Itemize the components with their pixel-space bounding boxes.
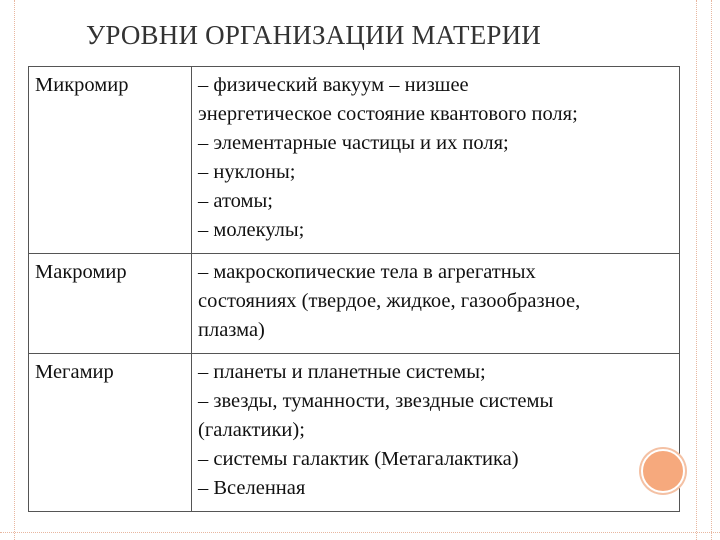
page-title: УРОВНИ ОРГАНИЗАЦИИ МАТЕРИИ [86,20,541,50]
description-line: – звезды, туманности, звездные системы [198,390,554,412]
level-name: Макромир [35,261,127,283]
description-line: – элементарные частицы и их поля; [198,132,509,154]
level-description-cell [192,254,680,354]
description-line: состояниях (твердое, жидкое, газообразное, [198,290,581,312]
description-line: – Вселенная [198,477,306,499]
level-description-cell [192,67,680,254]
description-line: – макроскопические тела в агрегатных [198,261,536,283]
level-name: Мегамир [35,361,114,383]
description-line: – нуклоны; [198,161,296,183]
decorative-frame-left [0,0,15,540]
description-line: энергетическое состояние квантового поля; [198,103,578,125]
description-line: – планеты и планетные системы; [198,361,486,383]
description-line: – молекулы; [198,219,305,241]
level-name: Микромир [35,74,129,96]
levels-table [28,66,680,512]
level-name-cell [29,67,192,254]
description-line: плазма) [198,319,265,341]
description-line: – атомы; [198,190,273,212]
description-line: (галактики); [198,419,305,441]
table-row [29,67,680,254]
level-description-cell [192,354,680,512]
description-line: – физический вакуум – низшее [198,74,469,96]
level-name-cell [29,354,192,512]
decorative-frame-bottom [0,532,720,533]
description-line: – системы галактик (Метагалактика) [198,448,519,470]
level-name-cell [29,254,192,354]
table-row [29,254,680,354]
table-row [29,354,680,512]
decorative-frame-right [696,0,712,540]
decorative-circle-icon [641,449,685,493]
